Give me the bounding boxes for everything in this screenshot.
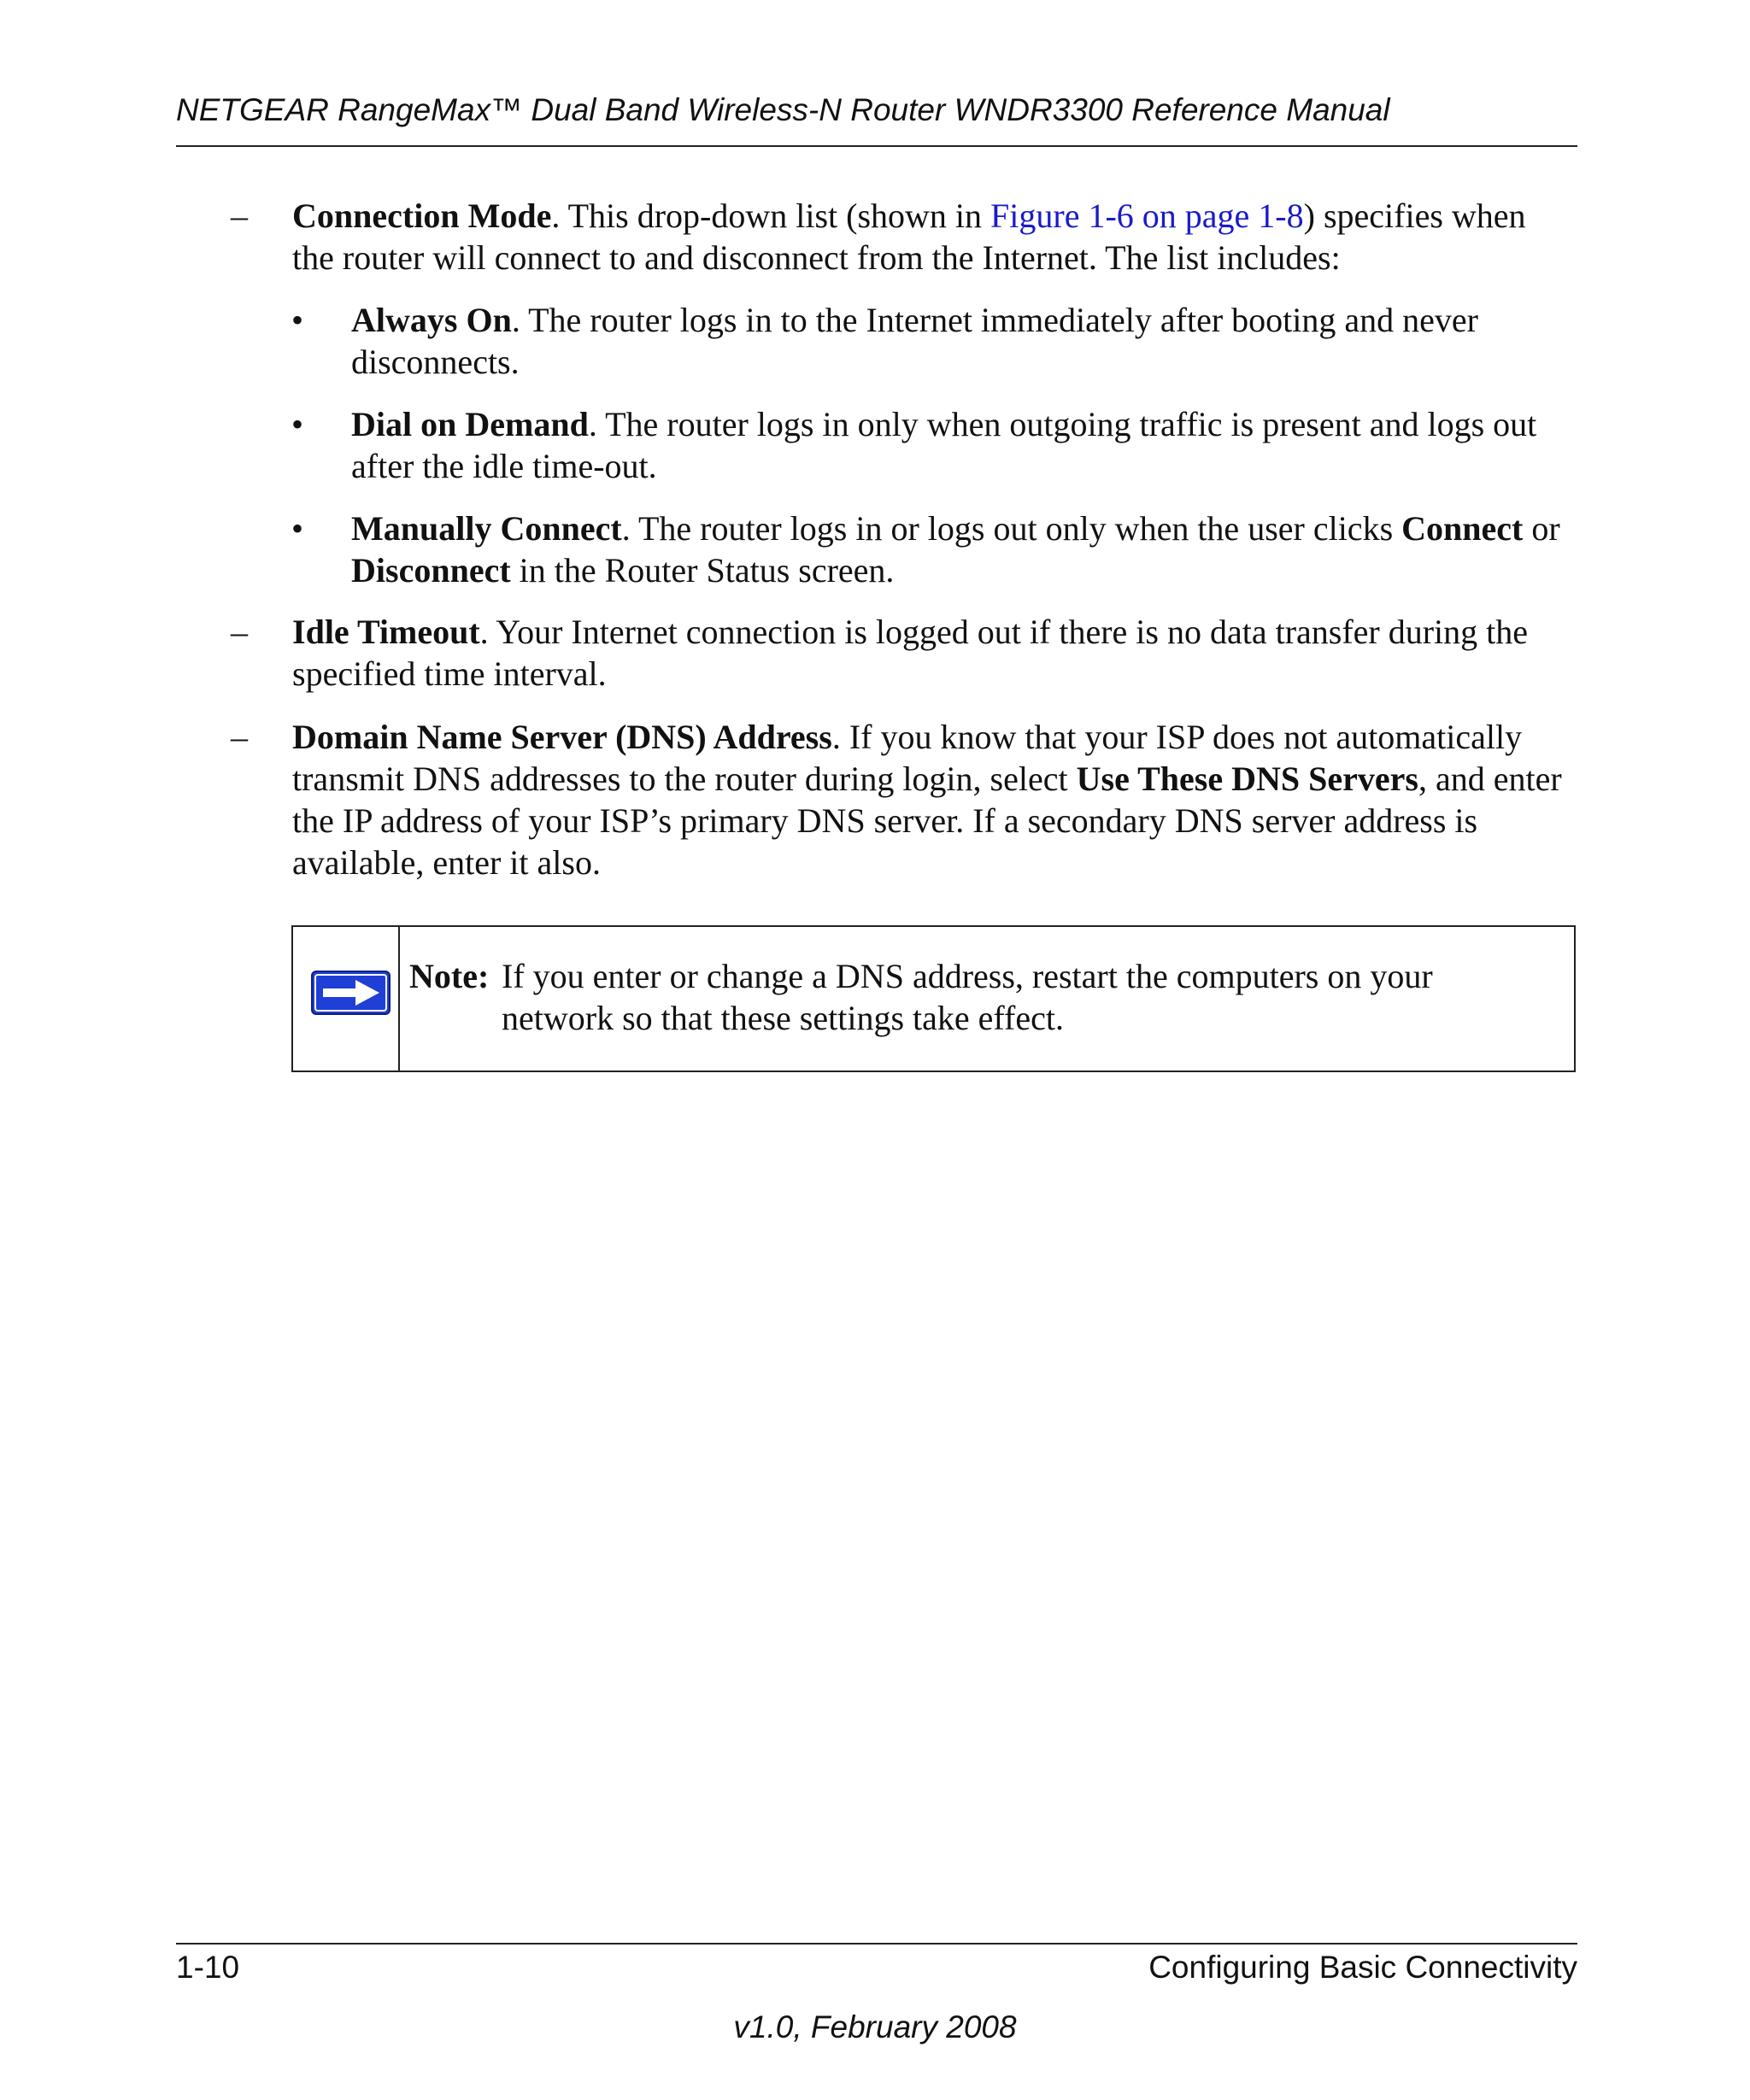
dns-address-text-end: , and enter the IP address of your ISP’s primary DNS server. If a secondary DNS server address is available, enter it also. xyxy=(292,760,1562,882)
term-use-these-dns-servers: Use These DNS Servers xyxy=(1076,760,1418,798)
figure-link[interactable]: Figure 1-6 on page 1-8 xyxy=(990,197,1304,235)
connection-mode-text: . This drop-down list (shown in xyxy=(551,197,991,235)
term-manually-connect: Manually Connect xyxy=(351,509,622,548)
note-box xyxy=(291,925,1576,1072)
dash-marker: – xyxy=(231,613,248,651)
footer-rule xyxy=(176,1943,1577,1945)
header-rule xyxy=(176,145,1577,147)
list-item-dial-on-demand xyxy=(291,403,1574,487)
manually-connect-text: . The router logs in or logs out only when the user clicks xyxy=(621,509,1402,548)
chapter-title: Configuring Basic Connectivity xyxy=(1148,1950,1577,1985)
note-label: Note: xyxy=(409,957,490,995)
bullet-marker: • xyxy=(291,405,304,443)
page-header-title: NETGEAR RangeMax™ Dual Band Wireless-N Router WNDR3300 Reference Manual xyxy=(176,92,1390,127)
term-connection-mode: Connection Mode xyxy=(292,197,552,235)
manually-connect-text-end: in the Router Status screen. xyxy=(510,551,895,590)
list-item-connection-mode xyxy=(231,195,1574,279)
manually-connect-text-or: or xyxy=(1523,509,1560,548)
note-divider xyxy=(398,927,400,1071)
version-label: v1.0, February 2008 xyxy=(733,2009,1017,2044)
note-text: If you enter or change a DNS address, restart the computers on your network so that these settings take effect. xyxy=(502,957,1433,1037)
connection-mode-text-end: ) specifies when the router will connect to and disconnect from the Internet. The list includes: xyxy=(292,197,1526,277)
dash-marker: – xyxy=(231,197,248,235)
page-number: 1-10 xyxy=(176,1950,240,1985)
dial-on-demand-text: . The router logs in only when outgoing traffic is present and logs out after the idle time-out. xyxy=(351,405,1537,485)
always-on-text: . The router logs in to the Internet immediately after booting and never disconnects. xyxy=(351,301,1478,381)
list-item-dns-address xyxy=(231,716,1574,883)
dash-marker: – xyxy=(231,718,248,756)
term-disconnect: Disconnect xyxy=(351,551,511,590)
term-idle-timeout: Idle Timeout xyxy=(292,613,480,651)
list-item-always-on xyxy=(291,299,1574,383)
bullet-marker: • xyxy=(291,509,304,548)
term-always-on: Always On xyxy=(351,301,512,339)
arrow-right-icon xyxy=(311,971,391,1015)
bullet-marker: • xyxy=(291,301,304,339)
dns-address-text: . If you know that your ISP does not automatically transmit DNS addresses to the router during login, select xyxy=(292,718,1523,798)
list-item-manually-connect xyxy=(291,507,1574,591)
term-connect: Connect xyxy=(1401,509,1524,548)
idle-timeout-text: . Your Internet connection is logged out if there is no data transfer during the specified time interval. xyxy=(292,613,1529,693)
term-dns-address: Domain Name Server (DNS) Address xyxy=(292,718,832,756)
term-dial-on-demand: Dial on Demand xyxy=(351,405,589,443)
list-item-idle-timeout xyxy=(231,611,1574,695)
